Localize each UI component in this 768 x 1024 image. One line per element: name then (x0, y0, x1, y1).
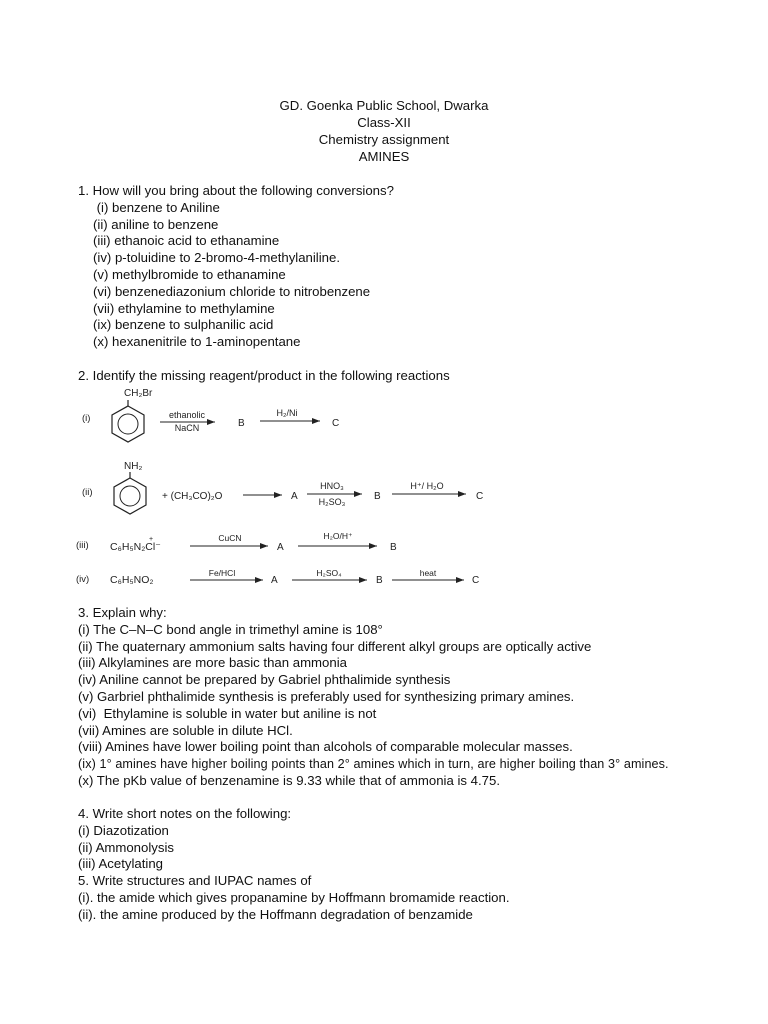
q3-item: (ix) 1° amines have higher boiling points than 2° amines which in turn, are higher boiling than 3° amines. (78, 757, 669, 772)
question-2-title: 2. Identify the missing reagent/product in the following reactions (78, 368, 450, 383)
reaction-2-coreactant: + (CH₃CO)₂O (162, 491, 223, 502)
question-3-title: 3. Explain why: (78, 605, 167, 620)
question-1 (78, 183, 738, 351)
reaction-3-charge: + (149, 536, 154, 543)
reaction-3-label: (iii) (76, 540, 89, 551)
reaction-4-product-b: B (376, 575, 383, 586)
reaction-3-product-a: A (277, 542, 284, 553)
q1-item: (x) hexanenitrile to 1-aminopentane (93, 334, 301, 350)
reaction-3-reagent-1: CuCN (218, 533, 242, 543)
reaction-2-label: (ii) (82, 487, 93, 498)
reaction-3-reactant: C₆H₅N₂Cl⁻ (110, 541, 161, 553)
reaction-2-reagent-2-top: HNO₃ (320, 481, 344, 491)
reaction-1-substituent: CH₂Br (124, 388, 153, 399)
reaction-4-product-c: C (472, 575, 480, 586)
benzene-ring-icon (112, 400, 144, 442)
q3-item: (iii) Alkylamines are more basic than ammonia (78, 655, 347, 671)
document-header (0, 98, 768, 166)
assignment-subject: Chemistry assignment (318, 132, 450, 147)
reaction-3 (76, 531, 397, 553)
question-3 (78, 605, 738, 790)
reaction-2-product-c: C (476, 491, 484, 502)
q5-item: (ii). the amine produced by the Hoffmann degradation of benzamide (78, 906, 473, 922)
q1-item: (ix) benzene to sulphanilic acid (93, 317, 274, 333)
q1-item: (ii) aniline to benzene (93, 216, 219, 232)
reaction-1-product-c: C (332, 418, 340, 429)
question-1-title: 1. How will you bring about the following conversions? (78, 183, 394, 198)
question-4 (78, 806, 738, 924)
q1-item: (iv) p-toluidine to 2-bromo-4-methylaniline. (93, 250, 341, 266)
reaction-4-reagent-2: H₂SO₄ (316, 568, 342, 578)
q3-item: (i) The C–N–C bond angle in trimethyl amine is 108° (78, 621, 383, 637)
reaction-4-label: (iv) (76, 574, 90, 585)
reaction-schemes (70, 383, 500, 593)
reaction-4-reagent-3: heat (419, 568, 437, 578)
class-name: Class-XII (357, 115, 411, 130)
question-4-title: 4. Write short notes on the following: (78, 806, 292, 821)
q3-item: (ii) The quaternary ammonium salts having four different alkyl groups are optically active (78, 638, 592, 654)
q3-item: (viii) Amines have lower boiling point than alcohols of comparable molecular masses. (78, 739, 573, 755)
reaction-3-reagent-2: H₂O/H⁺ (323, 531, 353, 541)
q4-item: (ii) Ammonolysis (78, 839, 174, 855)
q3-item: (x) The pKb value of benzenamine is 9.33 while that of ammonia is 4.75. (78, 772, 500, 788)
reaction-1 (82, 388, 339, 442)
reaction-2-reagent-3: H⁺/ H₂O (410, 481, 444, 491)
reaction-4-product-a: A (271, 575, 278, 586)
reaction-4-reactant: C₆H₅NO₂ (110, 574, 154, 586)
q1-item: (i) benzene to Aniline (93, 199, 220, 215)
reaction-2-reagent-2-bottom: H₂SO₃ (318, 497, 346, 507)
reaction-2-product-b: B (374, 491, 381, 502)
school-name: GD. Goenka Public School, Dwarka (279, 98, 489, 113)
reaction-2-product-a: A (291, 491, 298, 502)
q4-item: (i) Diazotization (78, 822, 169, 838)
reaction-3-product-b: B (390, 542, 397, 553)
reaction-1-reagent-2: H₂/Ni (276, 408, 298, 418)
q3-item: (vi) Ethylamine is soluble in water but aniline is not (78, 705, 377, 721)
reaction-1-label: (i) (82, 413, 91, 424)
reaction-1-reagent-1-bottom: NaCN (174, 423, 200, 433)
q1-item: (vii) ethylamine to methylamine (93, 300, 275, 316)
reaction-4 (76, 568, 479, 586)
q5-item: (i). the amide which gives propanamine by Hoffmann bromamide reaction. (78, 889, 510, 905)
reaction-1-product-b: B (238, 418, 245, 429)
benzene-ring-icon (114, 472, 146, 514)
reaction-4-reagent-1: Fe/HCl (208, 568, 236, 578)
q3-item: (vii) Amines are soluble in dilute HCl. (78, 722, 293, 738)
assignment-topic: AMINES (358, 149, 410, 164)
q4-item: (iii) Acetylating (78, 856, 164, 872)
q1-item: (v) methylbromide to ethanamine (93, 266, 286, 282)
q3-item: (iv) Aniline cannot be prepared by Gabriel phthalimide synthesis (78, 672, 451, 688)
q1-item: (iii) ethanoic acid to ethanamine (93, 233, 280, 249)
reaction-1-reagent-1-top: ethanolic (168, 410, 206, 420)
reaction-2-substituent: NH₂ (124, 461, 143, 472)
question-5-title: 5. Write structures and IUPAC names of (78, 873, 312, 889)
q1-item: (vi) benzenediazonium chloride to nitrobenzene (93, 283, 371, 299)
reaction-2 (82, 461, 483, 514)
q3-item: (v) Garbriel phthalimide synthesis is preferably used for synthesizing primary amines. (78, 688, 575, 704)
